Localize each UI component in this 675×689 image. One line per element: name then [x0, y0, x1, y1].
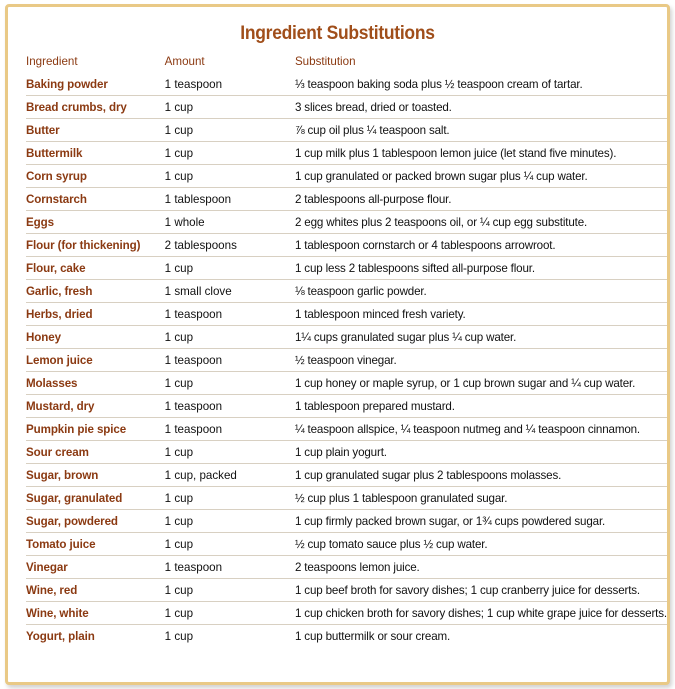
substitution-cell: 1 tablespoon cornstarch or 4 tablespoons arrowroot.: [295, 234, 667, 257]
table-row: [26, 96, 667, 119]
table-row: [26, 464, 667, 487]
ingredient-cell: Garlic, fresh: [26, 280, 165, 303]
ingredient-cell: Corn syrup: [26, 165, 165, 188]
amount-cell: 1 teaspoon: [165, 395, 295, 418]
substitution-cell: 1 tablespoon prepared mustard.: [295, 395, 667, 418]
substitution-cell: 2 egg whites plus 2 teaspoons oil, or ¼ cup egg substitute.: [295, 211, 667, 234]
ingredient-cell: Wine, white: [26, 602, 165, 625]
table-row: [26, 487, 667, 510]
table-row: [26, 211, 667, 234]
table-row: [26, 418, 667, 441]
substitution-cell: ¼ teaspoon allspice, ¼ teaspoon nutmeg and ¼ teaspoon cinnamon.: [295, 418, 667, 441]
amount-cell: 1 teaspoon: [165, 556, 295, 579]
amount-cell: 1 cup: [165, 625, 295, 648]
ingredient-cell: Tomato juice: [26, 533, 165, 556]
amount-cell: 1 small clove: [165, 280, 295, 303]
ingredient-cell: Sugar, brown: [26, 464, 165, 487]
ingredient-cell: Sugar, powdered: [26, 510, 165, 533]
amount-cell: 1 cup: [165, 579, 295, 602]
amount-cell: 1 teaspoon: [165, 303, 295, 326]
substitution-cell: 1 cup milk plus 1 tablespoon lemon juice (let stand five minutes).: [295, 142, 667, 165]
substitution-cell: 1 cup less 2 tablespoons sifted all-purpose flour.: [295, 257, 667, 280]
amount-cell: 1 cup: [165, 372, 295, 395]
table-row: [26, 142, 667, 165]
table-row: [26, 556, 667, 579]
substitution-card: [5, 4, 670, 685]
substitution-table: [26, 49, 667, 647]
amount-cell: 1 cup: [165, 510, 295, 533]
table-row: [26, 395, 667, 418]
substitution-cell: 1 cup honey or maple syrup, or 1 cup brown sugar and ¼ cup water.: [295, 372, 667, 395]
table-row: [26, 119, 667, 142]
table-row: [26, 579, 667, 602]
amount-cell: 1 cup: [165, 441, 295, 464]
table-header-row: [26, 49, 667, 73]
ingredient-cell: Flour, cake: [26, 257, 165, 280]
ingredient-cell: Yogurt, plain: [26, 625, 165, 648]
table-row: [26, 602, 667, 625]
amount-cell: 2 tablespoons: [165, 234, 295, 257]
amount-cell: 1 cup: [165, 119, 295, 142]
substitution-cell: 1 cup beef broth for savory dishes; 1 cup cranberry juice for desserts.: [295, 579, 667, 602]
ingredient-cell: Mustard, dry: [26, 395, 165, 418]
substitution-cell: 1 cup granulated sugar plus 2 tablespoons molasses.: [295, 464, 667, 487]
substitution-cell: ⅞ cup oil plus ¼ teaspoon salt.: [295, 119, 667, 142]
table-row: [26, 349, 667, 372]
ingredient-cell: Cornstarch: [26, 188, 165, 211]
substitution-cell: ½ cup tomato sauce plus ½ cup water.: [295, 533, 667, 556]
table-row: [26, 372, 667, 395]
ingredient-cell: Baking powder: [26, 77, 108, 91]
table-row: [26, 165, 667, 188]
column-header-amount: Amount: [164, 54, 205, 68]
substitution-cell: ⅓ teaspoon baking soda plus ½ teaspoon cream of tartar.: [294, 77, 583, 91]
ingredient-cell: Vinegar: [26, 556, 165, 579]
amount-cell: 1 cup: [165, 533, 295, 556]
substitution-cell: 1 cup firmly packed brown sugar, or 1¾ cups powdered sugar.: [295, 510, 667, 533]
substitution-cell: 3 slices bread, dried or toasted.: [295, 96, 667, 119]
table-row: [26, 441, 667, 464]
ingredient-cell: Herbs, dried: [26, 303, 165, 326]
ingredient-cell: Buttermilk: [26, 142, 165, 165]
ingredient-cell: Eggs: [26, 211, 165, 234]
ingredient-cell: Bread crumbs, dry: [26, 96, 165, 119]
amount-cell: 1 teaspoon: [164, 77, 223, 91]
ingredient-cell: Wine, red: [26, 579, 165, 602]
amount-cell: 1 cup, packed: [165, 464, 295, 487]
amount-cell: 1 tablespoon: [165, 188, 295, 211]
table-row: [26, 257, 667, 280]
ingredient-cell: Flour (for thickening): [26, 234, 165, 257]
table-row: [26, 625, 667, 648]
amount-cell: 1 cup: [165, 257, 295, 280]
table-row: [26, 73, 667, 96]
substitution-cell: ½ teaspoon vinegar.: [295, 349, 667, 372]
ingredient-cell: Molasses: [26, 372, 165, 395]
table-body: [26, 73, 667, 647]
substitution-cell: 1¼ cups granulated sugar plus ¼ cup water.: [295, 326, 667, 349]
table-row: [26, 533, 667, 556]
amount-cell: 1 cup: [165, 96, 295, 119]
amount-cell: 1 cup: [165, 165, 295, 188]
ingredient-cell: Honey: [26, 326, 165, 349]
amount-cell: 1 cup: [165, 487, 295, 510]
substitution-cell: ⅛ teaspoon garlic powder.: [295, 280, 667, 303]
table-row: [26, 303, 667, 326]
page-title: Ingredient Substitutions: [240, 23, 435, 44]
amount-cell: 1 teaspoon: [165, 418, 295, 441]
substitution-cell: 1 cup plain yogurt.: [295, 441, 667, 464]
substitution-cell: 2 teaspoons lemon juice.: [295, 556, 667, 579]
amount-cell: 1 cup: [165, 142, 295, 165]
ingredient-cell: Sugar, granulated: [26, 487, 165, 510]
ingredient-cell: Butter: [26, 119, 165, 142]
column-header-ingredient: Ingredient: [26, 54, 78, 68]
ingredient-cell: Lemon juice: [26, 349, 165, 372]
substitution-cell: 1 cup granulated or packed brown sugar plus ¼ cup water.: [295, 165, 667, 188]
column-header-substitution: Substitution: [294, 54, 356, 68]
table-row: [26, 234, 667, 257]
table-row: [26, 280, 667, 303]
table-row: [26, 326, 667, 349]
amount-cell: 1 cup: [165, 602, 295, 625]
amount-cell: 1 teaspoon: [165, 349, 295, 372]
substitution-cell: 1 cup chicken broth for savory dishes; 1 cup white grape juice for desserts.: [295, 602, 667, 625]
substitution-cell: 2 tablespoons all-purpose flour.: [295, 188, 667, 211]
substitution-cell: ½ cup plus 1 tablespoon granulated sugar.: [295, 487, 667, 510]
table-row: [26, 188, 667, 211]
amount-cell: 1 whole: [165, 211, 295, 234]
table-row: [26, 510, 667, 533]
substitution-cell: 1 tablespoon minced fresh variety.: [295, 303, 667, 326]
ingredient-cell: Pumpkin pie spice: [26, 418, 165, 441]
substitution-cell: 1 cup buttermilk or sour cream.: [295, 625, 667, 648]
ingredient-cell: Sour cream: [26, 441, 165, 464]
amount-cell: 1 cup: [165, 326, 295, 349]
